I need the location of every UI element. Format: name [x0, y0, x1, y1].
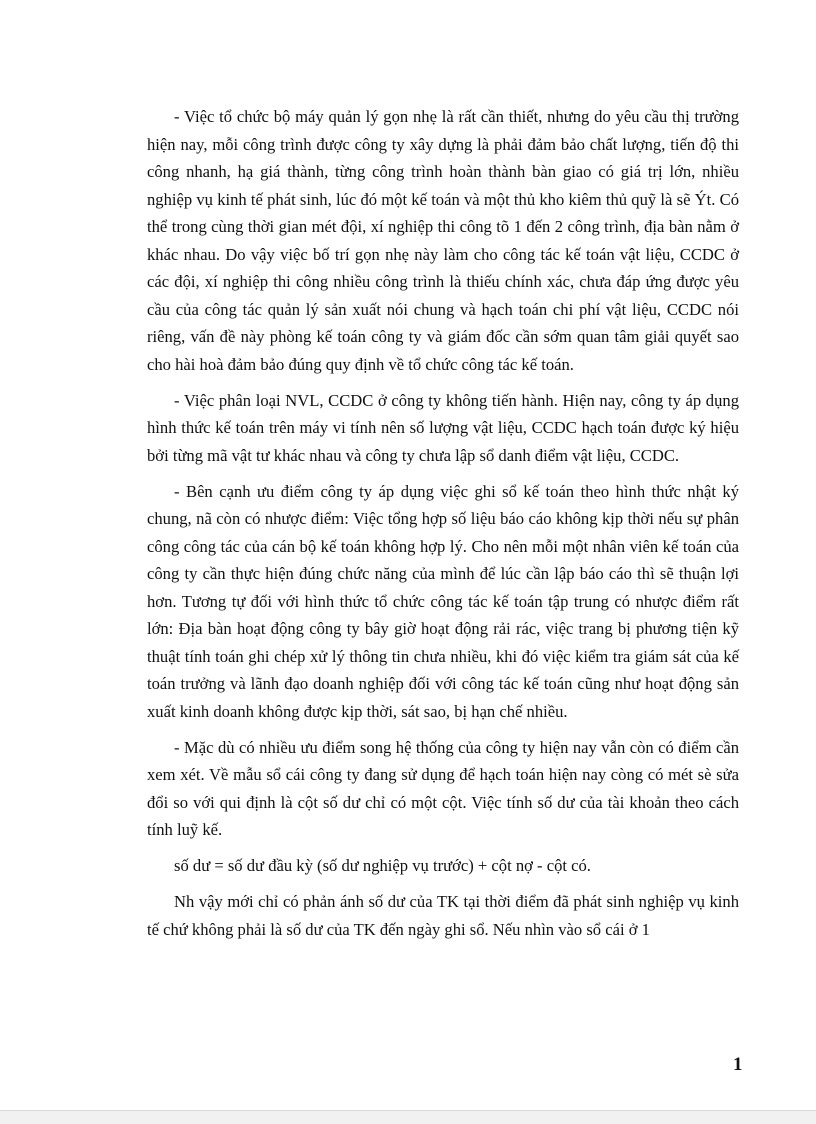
- page-separator: [0, 1110, 816, 1124]
- paragraph-journal-system: - Bên cạnh ưu điểm công ty áp dụng việc ghi sổ kế toán theo hình thức nhật ký chung, nã còn có nhược điểm: Việc tổng hợp số liệu báo cáo không kịp thời nếu sự phân công công tác của cán bộ kế toán không hợp lý. Cho nên mỗi một nhân viên kế toán của công ty cần thực hiện đúng chức năng của mình để lúc cần lập báo cáo thì sẽ thuận lợi hơn. Tương tự đối với hình thức tổ chức công tác kế toán tập trung có nhược điểm rất lớn: Địa bàn hoạt động công ty bây giờ hoạt động rải rác, việc trang bị phương tiện kỹ thuật tính toán ghi chép xử lý thông tin chưa nhiều, khi đó việc kiểm tra giám sát của kế toán trưởng và lãnh đạo doanh nghiệp đối với công tác kế toán cũng như hoạt động sản xuất kinh doanh không được kịp thời, sát sao, bị hạn chế nhiều.: [147, 481, 739, 721]
- balance-formula: số dư = số dư đầu kỳ (số dư nghiệp vụ trước) + cột nợ - cột có.: [174, 856, 591, 875]
- paragraph-ledger: - Mặc dù có nhiều ưu điểm song hệ thống của công ty hiện nay vẫn còn có điểm cần xem xét. Về mẫu sổ cái công ty đang sử dụng để hạch toán hiện nay còng có mét sè sửa đổi so với qui định là cột số dư chỉ có một cột. Việc tính số dư của tài khoản theo cách tính luỹ kế.: [147, 737, 739, 839]
- paragraph-classification: - Việc phân loại NVL, CCDC ở công ty không tiến hành. Hiện nay, công ty áp dụng hình thức kế toán trên máy vi tính nên số lượng vật liệu, CCDC hạch toán được ký hiệu bởi từng mã vật tư khác nhau và công ty chưa lập sổ danh điểm vật liệu, CCDC.: [147, 390, 739, 465]
- document-body: [147, 103, 739, 952]
- paragraph-closing: Nh vậy mới chỉ có phản ánh số dư của TK tại thời điểm đã phát sinh nghiệp vụ kinh tế chứ không phải là số dư của TK đến ngày ghi sổ. Nếu nhìn vào sổ cái ở 1: [147, 892, 739, 939]
- paragraph-staffing: - Việc tổ chức bộ máy quản lý gọn nhẹ là rất cần thiết, nhưng do yêu cầu thị trường hiện nay, mỗi công trình được công ty xây dựng là phải đảm bảo chất lượng, tiến độ thi công nhanh, hạ giá thành, từng công trình hoàn thành bàn giao có giá trị lớn, nhiều nghiệp vụ kinh tế phát sinh, lúc đó một kế toán và một thủ kho kiêm thủ quỹ là sẽ Ýt. Có thể trong cùng thời gian mét đội, xí nghiệp thi công tõ 1 đến 2 công trình, địa bàn nằm ở khác nhau. Do vậy việc bố trí gọn nhẹ này làm cho công tác kế toán vật liệu, CCDC ở các đội, xí nghiệp thi công nhiều công trình là thiếu chính xác, chưa đáp ứng được yêu cầu của công tác quản lý sản xuất nói chung và hạch toán chi phí vật liệu, CCDC nói riêng, vấn đề này phòng kế toán công ty và giám đốc cần sớm quan tâm giải quyết sao cho hài hoà đảm bảo đúng quy định về tổ chức công tác kế toán.: [147, 107, 739, 374]
- page-number: 1: [733, 1054, 743, 1075]
